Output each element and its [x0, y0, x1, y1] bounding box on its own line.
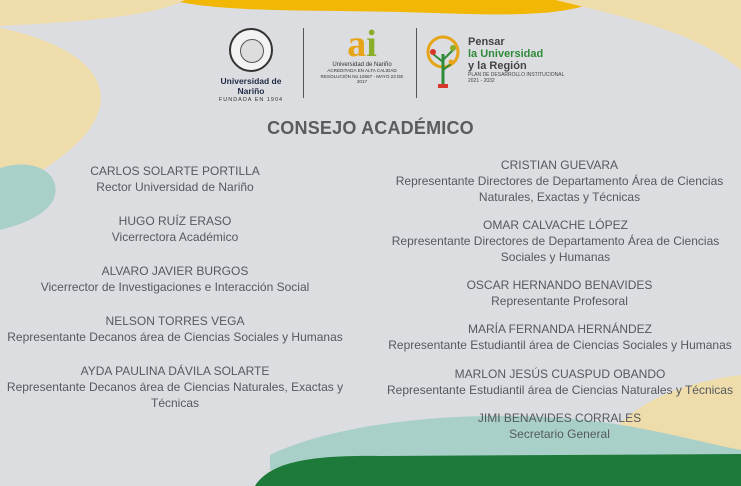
member-role: Representante Decanos área de Ciencias Sociales y Humanas: [7, 330, 343, 344]
bottom-green-band: [255, 454, 741, 486]
accreditation-logo: [316, 23, 408, 85]
accreditation-mark-i: i: [366, 23, 377, 65]
plan-title-line2: la Universidad: [468, 48, 544, 60]
member-role: Rector Universidad de Nariño: [96, 180, 254, 194]
accreditation-university: Universidad de Nariño: [332, 62, 392, 68]
member-name: AYDA PAULINA DÁVILA SOLARTE: [80, 364, 270, 378]
member-name: JIMI BENAVIDES CORRALES: [477, 411, 642, 425]
member-entry: [2, 313, 348, 345]
logo-divider: [303, 28, 304, 98]
member-role: Vicerrectora Académico: [111, 230, 239, 244]
development-plan-logo: [424, 32, 574, 98]
member-name: CRISTIAN GUEVARA: [500, 158, 619, 172]
plan-title-line1: Pensar: [468, 36, 505, 48]
accreditation-mark-a: a: [347, 23, 367, 65]
member-name: CARLOS SOLARTE PORTILLA: [90, 164, 260, 178]
member-entry: [2, 363, 348, 411]
member-name: ALVARO JAVIER BURGOS: [101, 264, 249, 278]
member-role: Vicerrector de Investigaciones e Interacción Social: [40, 280, 310, 294]
udenar-logo: [206, 28, 296, 103]
plan-years: 2021 - 2032: [468, 78, 495, 84]
member-entry: [383, 366, 737, 398]
member-entry: [388, 157, 731, 205]
udenar-logo-founded: FUNDADA EN 1904: [218, 97, 284, 103]
member-role: Secretario General: [509, 427, 610, 441]
accreditation-line2: RESOLUCIÓN No.10567 - MAYO 23 DE 2017: [320, 73, 404, 84]
member-name: NELSON TORRES VEGA: [105, 314, 245, 328]
member-entry: [388, 277, 731, 309]
udenar-logo-name: Universidad de Nariño: [220, 76, 282, 96]
member-role: Representante Estudiantil área de Ciencias Sociales y Humanas: [388, 338, 732, 352]
member-entry: [20, 263, 330, 295]
accreditation-line1: ACREDITADA EN ALTA CALIDAD: [327, 68, 397, 73]
member-entry: [388, 410, 731, 442]
member-entry: [40, 213, 310, 245]
member-role: Representante Profesoral: [491, 294, 628, 308]
member-entry: [385, 321, 735, 353]
member-role: Representante Estudiantil área de Ciencias Naturales y Técnicas: [387, 383, 733, 397]
tree-lightbulb-icon: [424, 32, 462, 92]
member-entry: [370, 217, 741, 265]
member-name: OSCAR HERNANDO BENAVIDES: [466, 278, 653, 292]
plan-subtitle: PLAN DE DESARROLLO INSTITUCIONAL: [468, 72, 565, 78]
member-name: OMAR CALVACHE LÓPEZ: [483, 218, 628, 232]
member-role: Representante Directores de Departamento Área de Ciencias Naturales, Exactas y Técnicas: [395, 174, 724, 204]
plan-title-line3: y la Región: [468, 60, 527, 72]
member-name: HUGO RUÍZ ERASO: [118, 214, 232, 228]
logo-divider: [416, 28, 417, 98]
member-role: Representante Decanos área de Ciencias Naturales, Exactas y Técnicas: [6, 380, 344, 410]
member-name: MARLON JESÚS CUASPUD OBANDO: [454, 367, 666, 381]
logo-header: [0, 23, 741, 103]
page-title: CONSEJO ACADÉMICO: [267, 118, 474, 138]
member-name: MARÍA FERNANDA HERNÁNDEZ: [467, 322, 653, 336]
member-entry: [40, 163, 310, 195]
university-seal-icon: [229, 28, 273, 72]
member-role: Representante Directores de Departamento Área de Ciencias Sociales y Humanas: [391, 234, 720, 264]
